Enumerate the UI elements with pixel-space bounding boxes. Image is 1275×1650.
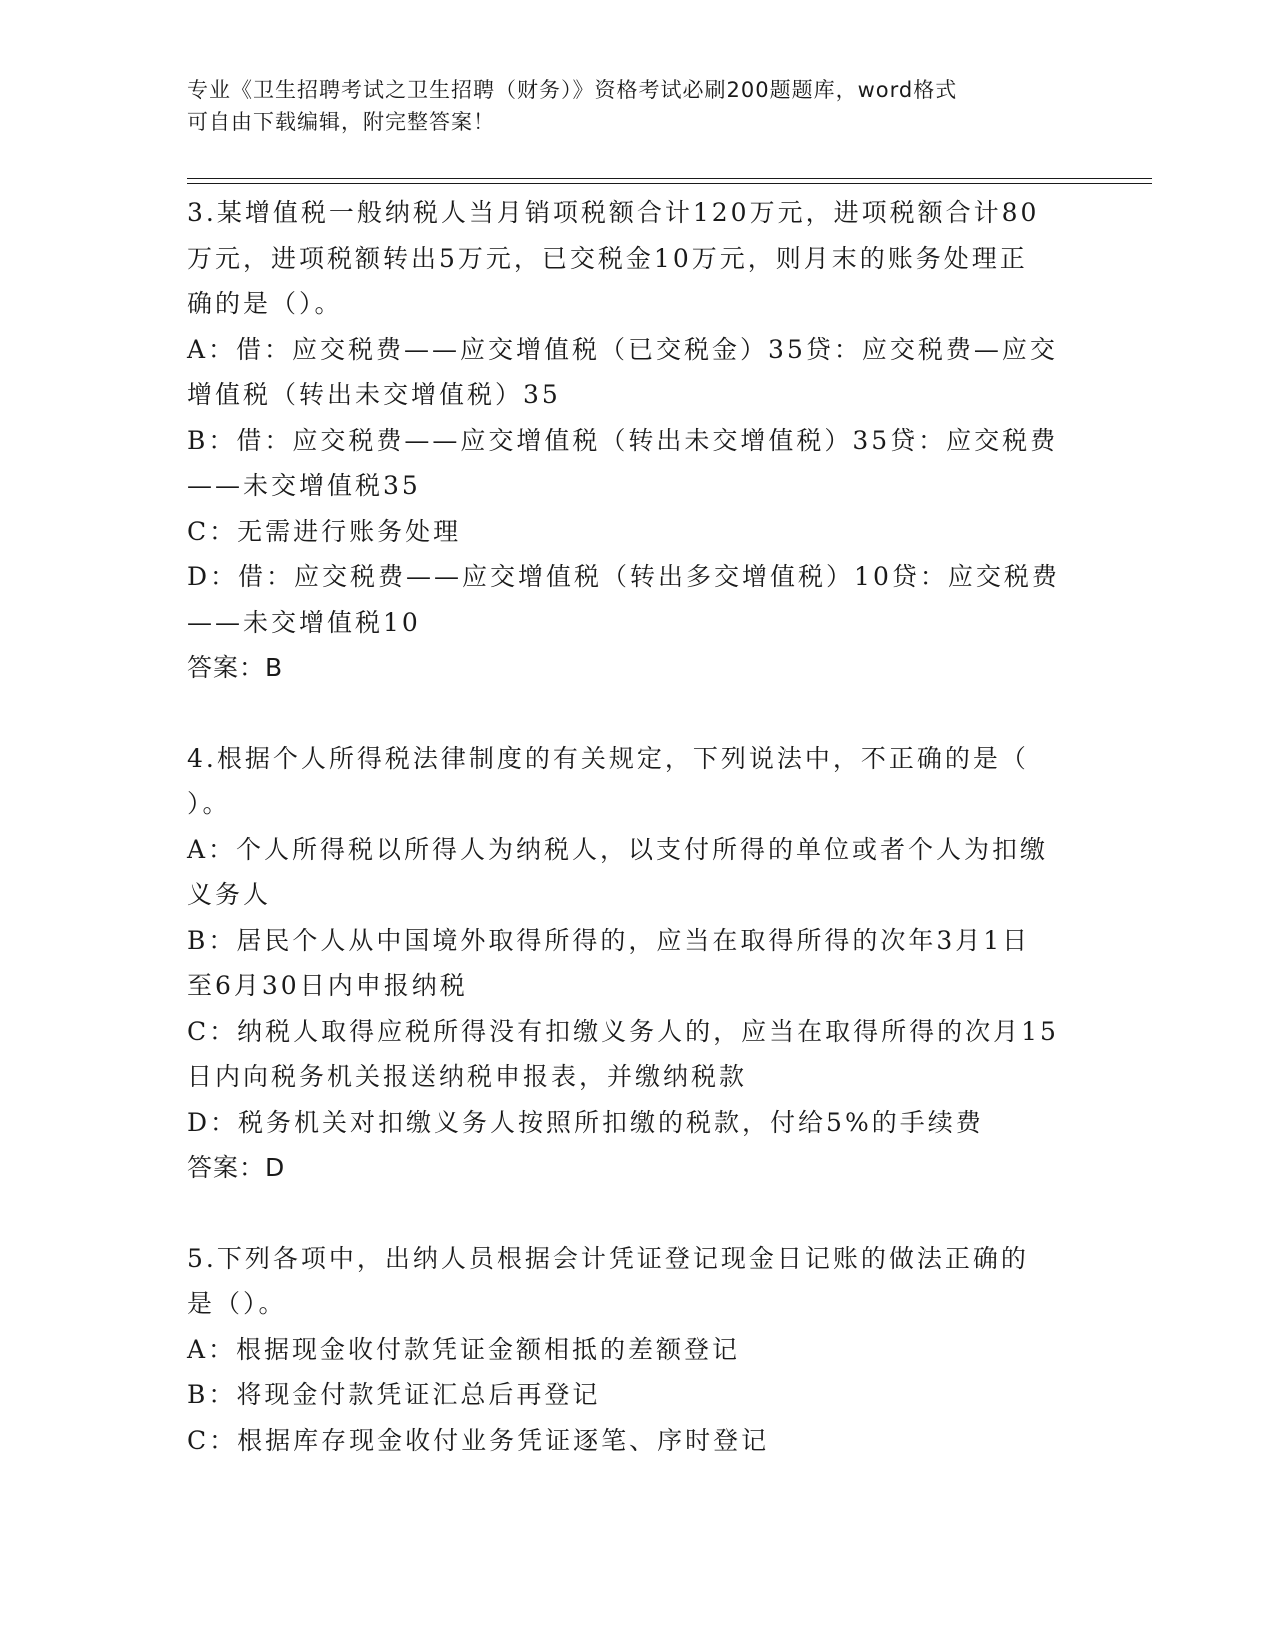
question-3-option-d-line-1: D：借：应交税费——应交增值税（转出多交增值税）10贷：应交税费 [187,562,1060,591]
question-spacer [187,1191,1087,1236]
question-4-option-d: D：税务机关对扣缴义务人按照所扣缴的税款，付给5%的手续费 [187,1107,984,1137]
question-4-stem-line-2: ）。 [187,789,231,818]
header-divider-top [187,178,1152,179]
question-5-option-b: B：将现金付款凭证汇总后再登记 [187,1380,601,1409]
question-4-answer: 答案：D [187,1153,286,1182]
question-3-option-a-line-1: A：借：应交税费——应交增值税（已交税金）35贷：应交税费—应交 [187,334,1058,364]
question-3-stem-line-2: 万元，进项税额转出5万元，已交税金10万元，则月末的账务处理正 [187,243,1028,273]
header-line-1: 专业《卫生招聘考试之卫生招聘（财务）》资格考试必刷200题题库，word格式 [187,78,958,102]
question-5-stem-line-1: 5.下列各项中，出纳人员根据会计凭证登记现金日记账的做法正确的 [187,1243,1029,1273]
question-3-option-a-line-2: 增值税（转出未交增值税）35 [187,380,561,409]
question-5-stem-line-2: 是（）。 [187,1289,287,1318]
question-4-option-a-line-2: 义务人 [187,880,272,909]
question-4-option-c-line-2: 日内向税务机关报送纳税申报表，并缴纳税款 [187,1062,748,1091]
question-3-stem-line-3: 确的是（）。 [187,289,343,318]
header-divider-bottom [187,183,1152,184]
question-4 [187,736,1087,1191]
question-3-option-b-line-1: B：借：应交税费——应交增值税（转出未交增值税）35贷：应交税费 [187,425,1059,455]
question-3-option-d-line-2: ——未交增值税10 [187,607,421,637]
header-line-2: 可自由下载编辑，附完整答案！ [187,110,495,134]
question-3-stem-line-1: 3.某增值税一般纳税人当月销项税额合计120万元，进项税额合计80 [187,198,1040,227]
question-4-option-c-line-1: C：纳税人取得应税所得没有扣缴义务人的，应当在取得所得的次月15 [187,1016,1059,1046]
question-4-option-a-line-1: A：个人所得税以所得人为纳税人，以支付所得的单位或者个人为扣缴 [187,834,1049,864]
question-4-option-b-line-2: 至6月30日内申报纳税 [187,971,468,1000]
question-spacer [187,691,1087,736]
question-5-option-a: A：根据现金收付款凭证金额相抵的差额登记 [187,1334,741,1364]
question-list [187,190,1087,1463]
question-3-option-c: C：无需进行账务处理 [187,516,462,546]
question-5-option-c: C：根据库存现金收付业务凭证逐笔、序时登记 [187,1425,770,1455]
question-4-option-b-line-1: B：居民个人从中国境外取得所得的，应当在取得所得的次年3月1日 [187,925,1031,955]
question-4-stem-line-1: 4.根据个人所得税法律制度的有关规定，下列说法中，不正确的是（ [187,743,1029,773]
question-3-answer: 答案：B [187,653,284,682]
question-3-option-b-line-2: ——未交增值税35 [187,471,421,500]
question-5 [187,1236,1087,1464]
document-header [187,74,1087,138]
question-3 [187,190,1087,691]
